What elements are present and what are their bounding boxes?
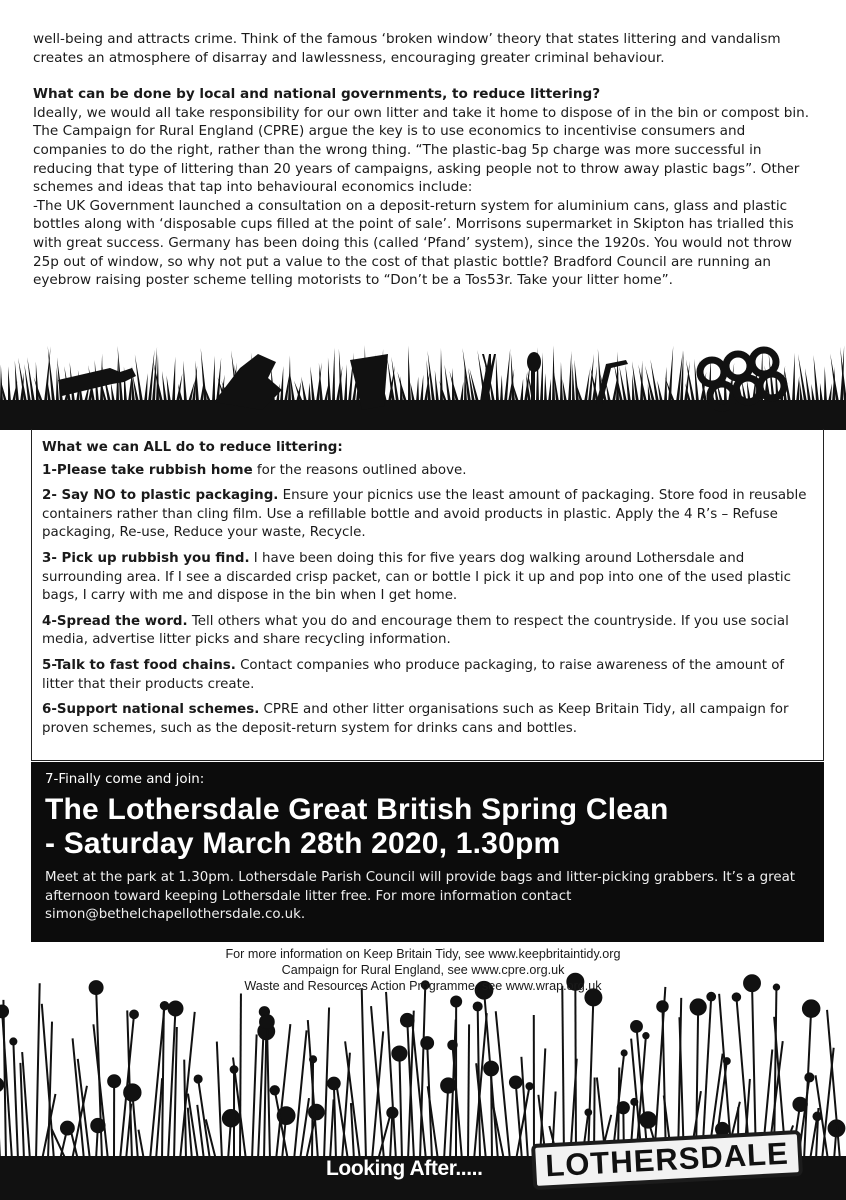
- event-banner: [31, 762, 824, 942]
- action-text: I have been doing this for five years dog walking around Lothersdale and surrounding area. If I see a discarded crisp packet, can or bottle I pick it up and pop into one of the used plastic bags, I carry with me and dispose in the bin when I get home.: [42, 550, 791, 604]
- road-sign-label: LOTHERSDALE: [544, 1135, 790, 1184]
- link-keep-britain-tidy[interactable]: For more information on Keep Britain Tidy, see www.keepbritaintidy.org: [225, 947, 621, 961]
- action-item: [42, 701, 813, 738]
- government-question-heading: What can be done by local and national governments, to reduce littering?: [33, 86, 601, 103]
- link-wrap[interactable]: Waste and Resources Action Programme, see www.wrap.org.uk: [244, 979, 602, 993]
- action-lead: 5-Talk to fast food chains.: [42, 657, 236, 673]
- actions-box: [31, 429, 824, 761]
- action-text: Contact companies who produce packaging, to raise awareness of the amount of litter that their products create.: [42, 657, 785, 692]
- event-lead: 7-Finally come and join:: [45, 772, 205, 787]
- action-lead: 2- Say NO to plastic packaging.: [42, 488, 279, 504]
- action-item: [42, 657, 813, 694]
- footer-tagline: Looking After.....: [326, 1157, 483, 1180]
- government-paragraph: Ideally, we would all take responsibility for our own litter and take it home to dispose of in the bin or compost bin. The Campaign for Rural England (CPRE) argue the key is to use economics to incentivise consumers and companies to do the right, rather than the wrong thing. “The plastic-bag 5p charge was more successful in reducing that type of littering than 20 years of campaigns, asking people not to throw away plastic bags”. Other schemes and ideas that tap into behavioural economics include:: [33, 104, 810, 196]
- resource-links: [0, 946, 846, 994]
- action-item: [42, 613, 813, 650]
- action-text: Ensure your picnics use the least amount of packaging. Store food in reusable containers rather than cling film. Use a refillable bottle and avoid products in plastic. Apply the 4 R’s – Refuse packaging, Re-use, Reduce your waste, Recycle.: [42, 488, 807, 541]
- action-item: [42, 487, 813, 543]
- link-cpre[interactable]: Campaign for Rural England, see www.cpre.org.uk: [281, 963, 565, 977]
- action-item: [42, 462, 813, 481]
- litter-grass-illustration: [0, 338, 846, 430]
- action-lead: 3- Pick up rubbish you find.: [42, 550, 250, 566]
- event-headline-line-2: - Saturday March 28th 2020, 1.30pm: [45, 827, 561, 860]
- action-item: [42, 550, 813, 606]
- actions-heading: What we can ALL do to reduce littering:: [42, 440, 343, 455]
- action-text: Tell others what you do and encourage them to respect the countryside. If you use social media, advertise litter picks and share recycling information.: [42, 613, 789, 648]
- intro-section: [33, 30, 818, 290]
- action-lead: 1-Please take rubbish home: [42, 462, 253, 478]
- intro-opening: well-being and attracts crime. Think of the famous ‘broken window’ theory that states littering and vandalism creates an atmosphere of disarray and lawlessness, encouraging greater criminal behaviour.: [33, 31, 781, 66]
- event-headline-line-1: The Lothersdale Great British Spring Clean: [45, 793, 669, 826]
- action-text: CPRE and other litter organisations such as Keep Britain Tidy, all campaign for proven schemes, such as the deposit-return system for drinks cans and bottles.: [42, 702, 789, 736]
- deposit-scheme-paragraph: -The UK Government launched a consultation on a deposit-return system for aluminium cans, glass and plastic bottles along with ‘disposable cups filled at the point of sale’. Morrisons supermarket in Skipton has trialled this with great success. Germany has been doing this (called ‘Pfand’ system), since the 1920s. You would not throw 25p out of window, so why not put a value to the cost of that plastic bottle? Bradford Council are running an eyebrow raising poster scheme telling motorists to “Don’t be a Tos53r. Take your litter home”.: [33, 197, 794, 289]
- action-lead: 4-Spread the word.: [42, 613, 188, 629]
- action-text: for the reasons outlined above.: [252, 462, 467, 478]
- event-headline: [45, 793, 810, 861]
- action-lead: 6-Support national schemes.: [42, 702, 260, 718]
- event-details: Meet at the park at 1.30pm. Lothersdale Parish Council will provide bags and litter-picking grabbers. It’s a great afternoon toward keeping Lothersdale litter free. For more information contact simon@bethelchapellothersdale.co.uk.: [45, 870, 796, 923]
